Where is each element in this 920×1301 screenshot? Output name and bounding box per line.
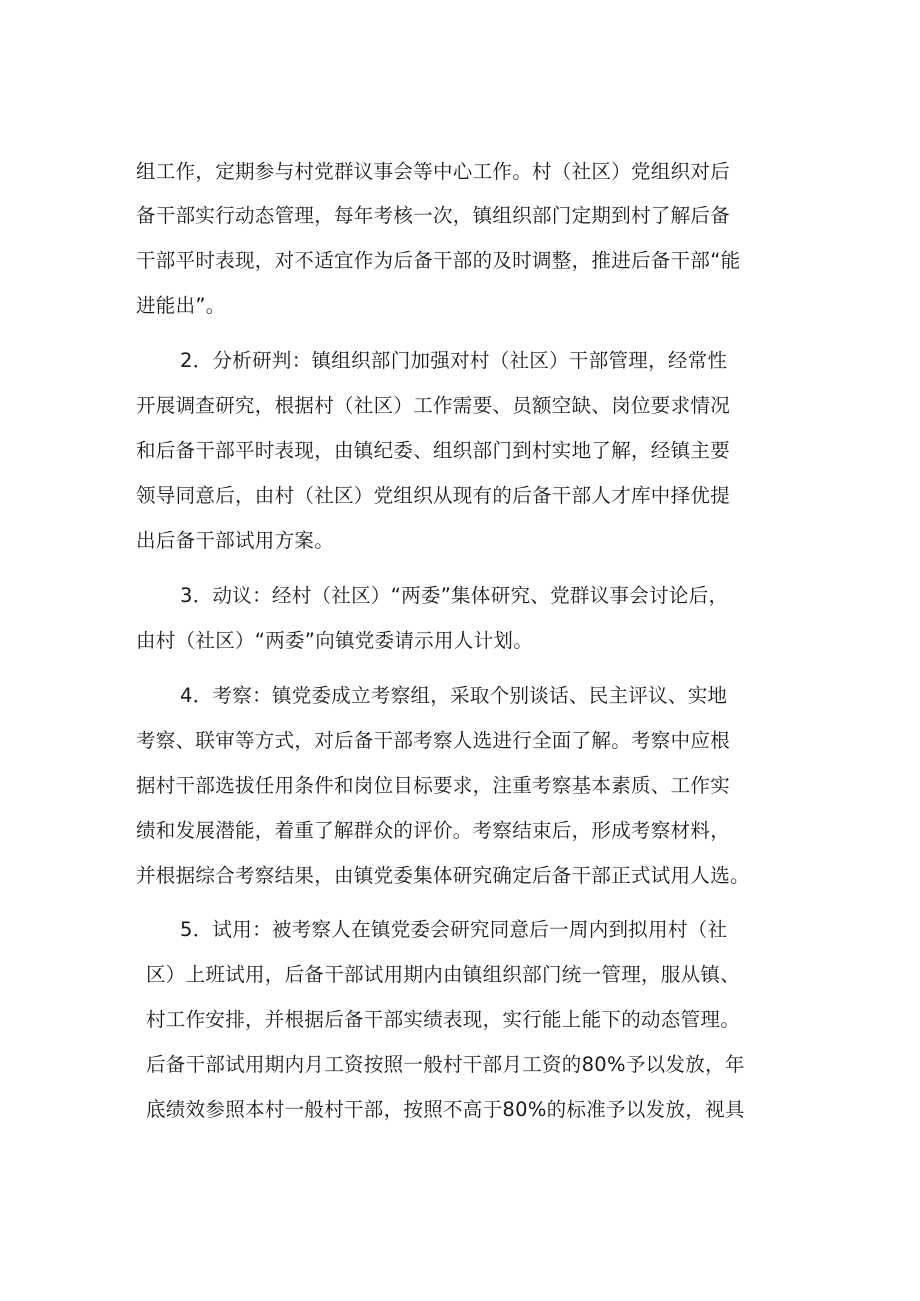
text-line: 区）上班试用，后备干部试用期内由镇组织部门统一管理，服从镇、 [146,963,741,986]
text-line: 底绩效参照本村一般村干部，按照不高于80%的标准予以发放，视具 [146,1098,745,1121]
text-line: 开展调查研究，根据村（社区）工作需要、员额空缺、岗位要求情况 [136,394,731,417]
text-line: 出后备干部试用方案。 [136,529,335,552]
text-line: 和后备干部平时表现，由镇纪委、组织部门到村实地了解，经镇主要 [136,439,731,462]
text-line: 并根据综合考察结果，由镇党委集体研究确定后备干部正式试用人选。 [136,864,750,887]
text-line: 据村干部选拔任用条件和岗位目标要求，注重考察基本素质、工作实 [136,774,731,797]
text-line: 进能出”。 [136,294,226,317]
text-line: 组工作，定期参与村党群议事会等中心工作。村（社区）党组织对后 [136,160,731,183]
text-line: 考察、联审等方式，对后备干部考察人选进行全面了解。考察中应根 [136,729,731,752]
text-line: 5．试用：被考察人在镇党委会研究同意后一周内到拟用村（社 [180,918,728,941]
text-line: 村工作安排，并根据后备干部实绩表现，实行能上能下的动态管理。 [146,1008,741,1031]
text-line: 领导同意后，由村（社区）党组织从现有的后备干部人才库中择优提 [136,484,731,507]
text-line: 后备干部试用期内月工资按照一般村干部月工资的80%予以发放，年 [146,1053,745,1076]
text-line: 绩和发展潜能，着重了解群众的评价。考察结束后，形成考察材料， [136,819,731,842]
text-line: 4．考察：镇党委成立考察组，采取个别谈话、民主评议、实地 [180,684,728,707]
text-line: 由村（社区）“两委”向镇党委请示用人计划。 [136,629,534,652]
text-line: 3．动议：经村（社区）“两委”集体研究、党群议事会讨论后， [180,584,729,607]
text-line: 备干部实行动态管理，每年考核一次，镇组织部门定期到村了解后备 [136,204,731,227]
text-line: 干部平时表现，对不适宜作为后备干部的及时调整，推进后备干部“能 [136,249,741,272]
text-line: 2．分析研判：镇组织部门加强对村（社区）干部管理，经常性 [180,349,728,372]
